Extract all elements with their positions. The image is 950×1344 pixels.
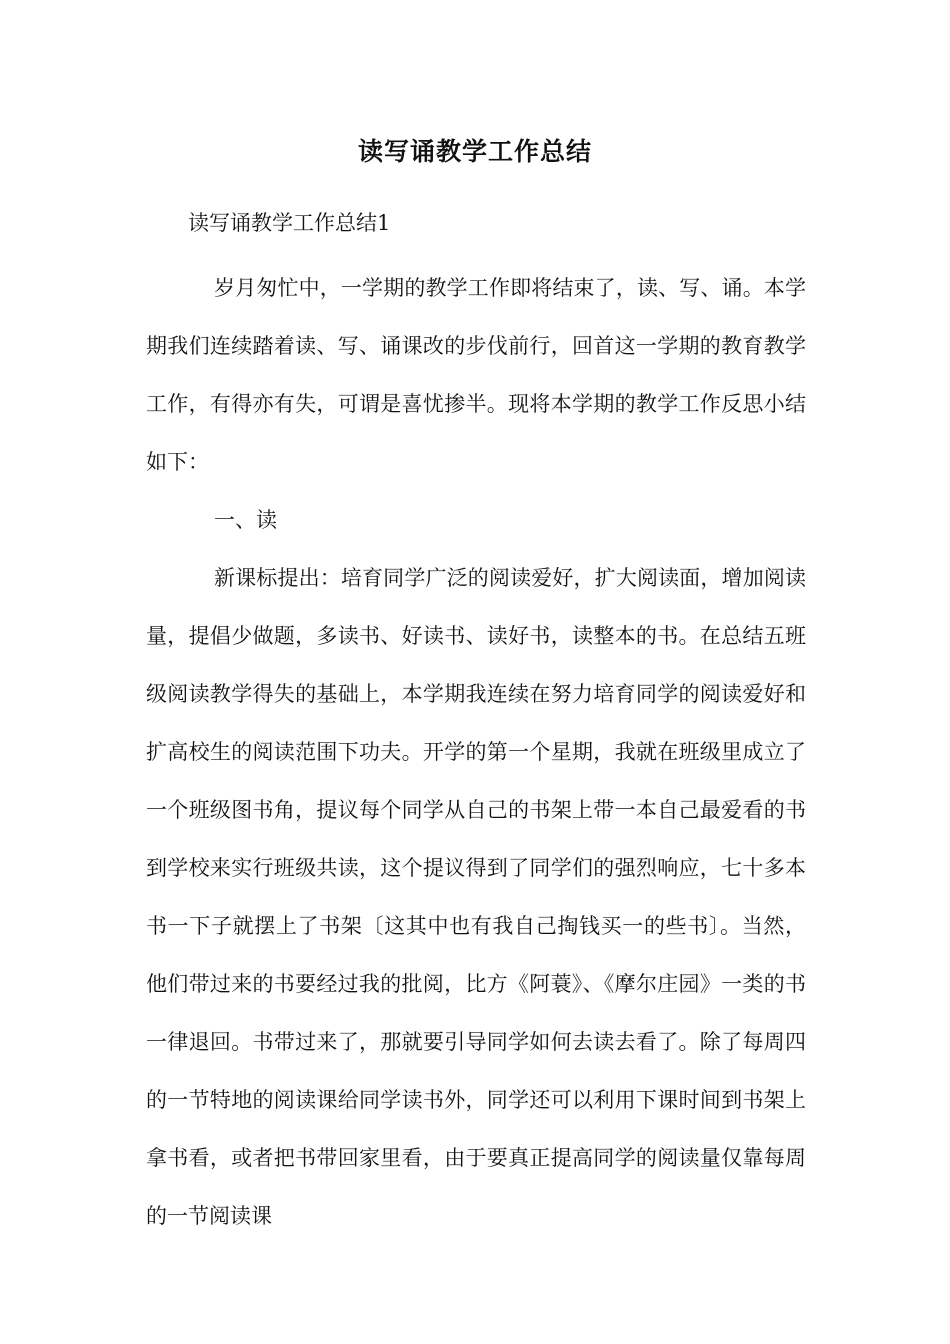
document-body (146, 259, 806, 1245)
section-heading-read: 一、读 (214, 508, 277, 532)
document-subtitle: 读写诵教学工作总结1 (188, 211, 391, 235)
paragraph-intro: 岁月匆忙中，一学期的教学工作即将结束了，读、写、诵。本学期我们连续踏着读、写、诵课改的步伐前行，回首这一学期的教育教学工作，有得亦有失，可谓是喜忧掺半。现将本学期的教学工作反思小结如下： (146, 276, 806, 474)
document-title: 读写诵教学工作总结 (357, 137, 592, 166)
paragraph-reading: 新课标提出：培育同学广泛的阅读爱好，扩大阅读面，增加阅读量，提倡少做题，多读书、好读书、读好书，读整本的书。在总结五班级阅读教学得失的基础上，本学期我连续在努力培育同学的阅读爱好和扩高校生的阅读范围下功夫。开学的第一个星期，我就在班级里成立了一个班级图书角，提议每个同学从自己的书架上带一本自己最爱看的书到学校来实行班级共读，这个提议得到了同学们的强烈响应，七十多本书一下子就摆上了书架〔这其中也有我自己掏钱买一的些书〕。当然，他们带过来的书要经过我的批阅，比方《阿蓑》、《摩尔庄园》一类的书一律退回。书带过来了，那就要引导同学如何去读去看了。除了每周四的一节特地的阅读课给同学读书外，同学还可以利用下课时间到书架上拿书看，或者把书带回家里看，由于要真正提高同学的阅读量仅靠每周的一节阅读课 (146, 566, 806, 1228)
